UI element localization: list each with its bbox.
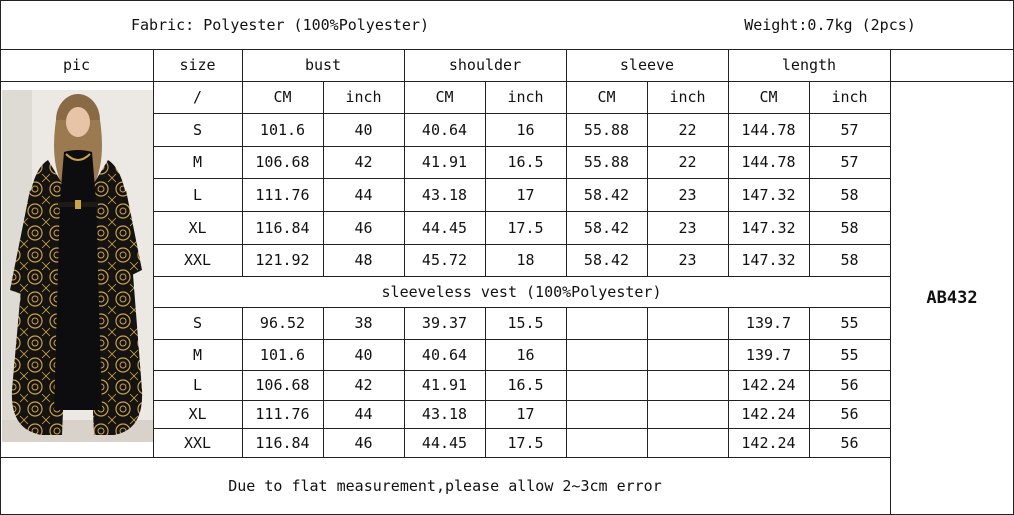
robe-measure-cell: 111.76: [255, 185, 310, 204]
vest-measure-cell: 139.7: [745, 345, 792, 364]
robe-measure-cell: 58.42: [583, 185, 630, 204]
vest-measure-cell: 41.91: [421, 376, 468, 394]
unit-header-cell: CM: [273, 88, 292, 106]
vest-measure-cell: 43.18: [421, 405, 468, 423]
robe-measure-cell: 40: [354, 120, 373, 139]
robe-measure-cell: 106.68: [255, 153, 310, 171]
robe-measure-cell: 55.88: [583, 120, 630, 139]
robe-measure-cell: 17: [516, 185, 535, 204]
grid-line: [809, 307, 810, 457]
vest-measure-cell: 44: [354, 405, 373, 423]
robe-measure-cell: 55.88: [583, 153, 630, 171]
vest-measure-cell: 111.76: [255, 405, 310, 423]
vest-measure-cell: [566, 428, 647, 457]
vest-measure-cell: 56: [840, 405, 859, 423]
grid-line: [153, 49, 154, 457]
vest-measure-cell: 15.5: [507, 314, 544, 332]
grid-line: [647, 81, 648, 276]
robe-measure-cell: 121.92: [255, 251, 310, 269]
robe-measure-cell: 58: [840, 185, 859, 204]
robe-measure-cell: 101.6: [259, 120, 306, 139]
robe-measure-cell: 144.78: [741, 153, 796, 171]
robe-measure-cell: 58.42: [583, 251, 630, 269]
grid-line: [153, 146, 890, 147]
vest-measure-cell: 46: [354, 433, 373, 452]
unit-header-cell: inch: [831, 88, 868, 106]
grid-line: [404, 307, 405, 457]
vest-measure-cell: 17.5: [507, 433, 544, 452]
robe-measure-cell: 58: [840, 251, 859, 269]
robe-measure-cell: 45.72: [421, 251, 468, 269]
robe-size-label: XL: [188, 218, 207, 237]
robe-measure-cell: 42: [354, 153, 373, 171]
vest-measure-cell: [566, 339, 647, 370]
vest-measure-cell: 38: [354, 314, 373, 332]
unit-header-cell: /: [192, 88, 203, 106]
robe-measure-cell: 40.64: [421, 120, 468, 139]
vest-measure-cell: [647, 370, 728, 400]
robe-measure-cell: 44: [354, 185, 373, 204]
vest-measure-cell: 40: [354, 345, 373, 364]
robe-size-label: S: [192, 120, 203, 139]
vest-measure-cell: 142.24: [741, 433, 796, 452]
robe-measure-cell: 23: [678, 251, 697, 269]
fabric-info: Fabric: Polyester (100%Polyester): [130, 15, 429, 34]
col-header-sleeve: sleeve: [619, 56, 675, 74]
robe-measure-cell: 144.78: [741, 120, 796, 139]
grid-line: [566, 307, 567, 457]
vest-measure-cell: 106.68: [255, 376, 310, 394]
vest-measure-cell: 39.37: [421, 314, 468, 332]
vest-measure-cell: [647, 428, 728, 457]
grid-line: [153, 244, 890, 245]
vest-measure-cell: [647, 307, 728, 339]
col-header-shoulder: shoulder: [448, 56, 522, 74]
vest-size-label: M: [192, 345, 203, 364]
vest-size-label: XXL: [183, 433, 212, 452]
robe-measure-cell: 57: [840, 120, 859, 139]
vest-measure-cell: 44.45: [421, 433, 468, 452]
robe-measure-cell: 23: [678, 218, 697, 237]
robe-measure-cell: 18: [516, 251, 535, 269]
vest-measure-cell: 16.5: [507, 376, 544, 394]
col-header-bust: bust: [304, 56, 342, 74]
grid-line: [153, 457, 890, 458]
vest-measure-cell: 142.24: [741, 405, 796, 423]
unit-header-cell: inch: [507, 88, 544, 106]
grid-line: [323, 81, 324, 276]
col-header-pic: pic: [62, 56, 91, 74]
robe-measure-cell: 16: [516, 120, 535, 139]
grid-line: [809, 81, 810, 276]
vest-measure-cell: [566, 307, 647, 339]
vest-measure-cell: 40.64: [421, 345, 468, 364]
grid-line: [153, 113, 890, 114]
grid-line: [153, 307, 890, 308]
grid-line: [485, 307, 486, 457]
vest-section-title: sleeveless vest (100%Polyester): [381, 282, 662, 301]
vest-measure-cell: 17: [516, 405, 535, 423]
robe-measure-cell: 22: [678, 153, 697, 171]
grid-line: [153, 428, 890, 429]
vest-measure-cell: 16: [516, 345, 535, 364]
robe-measure-cell: 58.42: [583, 218, 630, 237]
robe-measure-cell: 23: [678, 185, 697, 204]
sku-code: AB432: [926, 288, 978, 308]
col-header-length: length: [781, 56, 837, 74]
vest-measure-cell: 139.7: [745, 314, 792, 332]
vest-measure-cell: [647, 339, 728, 370]
robe-measure-cell: 44.45: [421, 218, 468, 237]
robe-measure-cell: 58: [840, 218, 859, 237]
vest-measure-cell: [566, 370, 647, 400]
vest-measure-cell: 42: [354, 376, 373, 394]
vest-measure-cell: 101.6: [259, 345, 306, 364]
grid-line: [0, 0, 1, 515]
vest-size-label: XL: [188, 405, 207, 423]
product-photo: [2, 90, 153, 442]
unit-header-cell: CM: [435, 88, 454, 106]
unit-header-cell: inch: [669, 88, 706, 106]
robe-measure-cell: 48: [354, 251, 373, 269]
grid-line: [566, 49, 567, 276]
weight-info: Weight:0.7kg (2pcs): [744, 15, 916, 34]
grid-line: [728, 49, 729, 276]
robe-measure-cell: 147.32: [741, 251, 796, 269]
vest-measure-cell: 96.52: [259, 314, 306, 332]
robe-measure-cell: 17.5: [507, 218, 544, 237]
robe-size-label: L: [192, 185, 203, 204]
vest-measure-cell: [647, 400, 728, 428]
vest-size-label: S: [192, 314, 203, 332]
grid-line: [242, 49, 243, 276]
vest-size-label: L: [192, 376, 203, 394]
grid-line: [485, 81, 486, 276]
robe-measure-cell: 16.5: [507, 153, 544, 171]
footer-note: Due to flat measurement,please allow 2~3cm error: [228, 477, 662, 495]
robe-size-label: XXL: [183, 251, 212, 269]
vest-measure-cell: 55: [840, 314, 859, 332]
grid-line: [890, 49, 891, 515]
robe-size-label: M: [192, 153, 203, 171]
grid-line: [153, 276, 890, 277]
grid-line: [153, 339, 890, 340]
unit-header-cell: CM: [759, 88, 778, 106]
robe-measure-cell: 46: [354, 218, 373, 237]
vest-measure-cell: 56: [840, 376, 859, 394]
grid-line: [153, 178, 890, 179]
grid-line: [0, 457, 153, 458]
grid-line: [404, 49, 405, 276]
grid-line: [728, 307, 729, 457]
vest-measure-cell: 55: [840, 345, 859, 364]
vest-measure-cell: 56: [840, 433, 859, 452]
robe-measure-cell: 147.32: [741, 218, 796, 237]
vest-measure-cell: 142.24: [741, 376, 796, 394]
robe-measure-cell: 41.91: [421, 153, 468, 171]
unit-header-cell: inch: [345, 88, 382, 106]
grid-line: [153, 211, 890, 212]
col-header-size: size: [179, 56, 216, 74]
robe-measure-cell: 57: [840, 153, 859, 171]
robe-measure-cell: 116.84: [255, 218, 310, 237]
grid-line: [242, 307, 243, 457]
robe-measure-cell: 22: [678, 120, 697, 139]
grid-line: [323, 307, 324, 457]
grid-line: [153, 370, 890, 371]
grid-line: [647, 307, 648, 457]
unit-header-cell: CM: [597, 88, 616, 106]
vest-measure-cell: [566, 400, 647, 428]
grid-line: [153, 400, 890, 401]
model-illustration: [2, 90, 153, 442]
grid-line: [0, 0, 1014, 1]
robe-measure-cell: 147.32: [741, 185, 796, 204]
vest-measure-cell: 116.84: [255, 433, 310, 452]
robe-measure-cell: 43.18: [421, 185, 468, 204]
